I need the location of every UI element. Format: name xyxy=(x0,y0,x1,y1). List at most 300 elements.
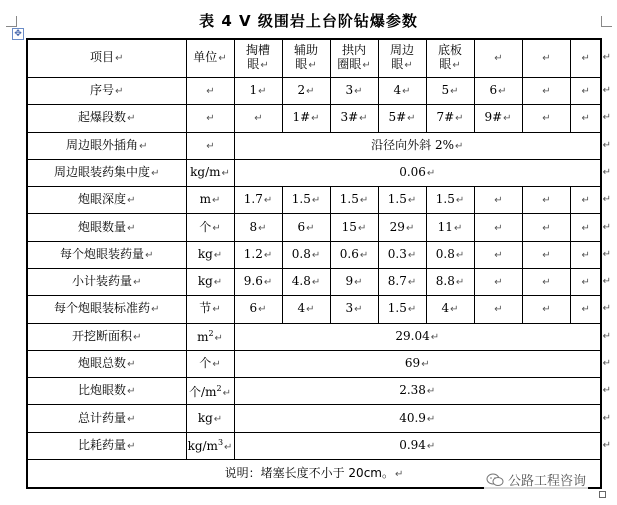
row-end-mark-icon: ↵ xyxy=(602,385,611,397)
row-unit xyxy=(186,132,234,159)
paragraph-mark-icon: ↵ xyxy=(151,304,160,316)
paragraph-mark-icon: ↵ xyxy=(127,359,136,371)
row-unit-text: kg/m xyxy=(187,439,218,454)
table-row xyxy=(27,269,601,296)
paragraph-mark-icon: ↵ xyxy=(212,359,221,371)
value-cell-text: 9# xyxy=(484,110,503,125)
row-unit xyxy=(186,323,234,350)
header-col-line: 掏槽 xyxy=(245,43,270,58)
value-cell xyxy=(282,269,330,296)
table-resize-handle[interactable] xyxy=(599,491,606,498)
paragraph-mark-icon: ↵ xyxy=(306,304,315,316)
value-cell-text: 9.6 xyxy=(243,274,263,289)
empty-cell xyxy=(474,269,522,296)
row-label-text: 开挖断面积 xyxy=(72,328,133,343)
paragraph-mark-icon: ↵ xyxy=(212,195,221,207)
value-cell-text: 6 xyxy=(489,83,498,98)
row-label xyxy=(27,132,186,159)
empty-cell xyxy=(522,296,570,323)
empty-cell xyxy=(522,187,570,214)
value-cell-text: 1.2 xyxy=(243,246,263,261)
paragraph-mark-icon: ↵ xyxy=(213,277,223,289)
row-end-mark-icon: ↵ xyxy=(602,248,611,260)
table-row xyxy=(27,296,601,323)
paragraph-mark-icon: ↵ xyxy=(359,113,368,125)
row-label-text: 起爆段数 xyxy=(78,110,127,125)
empty-cell xyxy=(522,39,570,77)
row-end-mark-icon: ↵ xyxy=(602,330,611,342)
value-cell-text: 0.8 xyxy=(435,246,455,261)
paragraph-mark-icon: ↵ xyxy=(404,60,413,72)
value-cell-text: 4 xyxy=(441,301,450,316)
row-end-mark-icon: ↵ xyxy=(602,139,611,151)
merged-value-text: 0.06 xyxy=(399,164,426,179)
header-col-2 xyxy=(282,39,330,77)
value-cell-text: 6 xyxy=(297,219,306,234)
row-label xyxy=(27,105,186,132)
header-col-1 xyxy=(234,39,282,77)
value-cell-text: 5# xyxy=(388,110,407,125)
row-end-mark-icon: ↵ xyxy=(602,85,611,97)
header-col-line: 眼 xyxy=(295,57,308,72)
value-cell xyxy=(234,187,282,214)
paragraph-mark-icon: ↵ xyxy=(127,440,136,452)
header-col-line: 眼 xyxy=(439,57,452,72)
value-cell xyxy=(474,77,522,104)
row-unit-text: kg xyxy=(197,274,213,289)
paragraph-mark-icon: ↵ xyxy=(581,222,590,234)
row-label-text: 小计装药量 xyxy=(72,274,133,289)
row-end-mark-icon: ↵ xyxy=(602,194,611,206)
paragraph-mark-icon: ↵ xyxy=(213,249,223,261)
row-unit xyxy=(186,405,234,432)
merged-value xyxy=(234,378,611,405)
row-end-mark-icon: ↵ xyxy=(602,439,611,451)
empty-cell xyxy=(522,269,570,296)
margin-corner-right xyxy=(601,16,612,27)
paragraph-mark-icon: ↵ xyxy=(139,140,148,152)
row-label-text: 比耗药量 xyxy=(78,437,127,452)
value-cell xyxy=(330,105,378,132)
row-label-text: 每个炮眼装标准药 xyxy=(54,301,151,316)
merged-value xyxy=(234,405,611,432)
paragraph-mark-icon: ↵ xyxy=(222,387,231,399)
row-unit xyxy=(186,350,234,377)
paragraph-mark-icon: ↵ xyxy=(494,53,503,65)
paragraph-mark-icon: ↵ xyxy=(454,140,464,152)
blasting-parameters-table xyxy=(26,38,611,489)
paragraph-mark-icon: ↵ xyxy=(224,442,233,454)
header-col-5 xyxy=(426,39,474,77)
empty-cell xyxy=(474,214,522,241)
empty-cell xyxy=(522,214,570,241)
value-cell-text: 8 xyxy=(249,219,258,234)
value-cell-text: 4 xyxy=(393,83,402,98)
row-end-mark-icon: ↵ xyxy=(602,276,611,288)
paragraph-mark-icon: ↵ xyxy=(421,359,430,371)
value-cell xyxy=(378,214,426,241)
paragraph-mark-icon: ↵ xyxy=(212,222,221,234)
empty-cell xyxy=(522,77,570,104)
value-cell xyxy=(234,241,282,268)
value-cell-text: 11 xyxy=(437,219,453,234)
merged-value-text: 69 xyxy=(404,356,421,371)
row-label-text: 序号 xyxy=(90,83,115,98)
table-row xyxy=(27,241,601,268)
header-col-4 xyxy=(378,39,426,77)
paragraph-mark-icon: ↵ xyxy=(362,60,371,72)
paragraph-mark-icon: ↵ xyxy=(260,60,269,72)
paragraph-mark-icon: ↵ xyxy=(494,195,503,207)
unit-superscript: 2 xyxy=(216,383,222,393)
row-unit xyxy=(186,105,234,132)
row-end-mark-icon: ↵ xyxy=(602,52,611,64)
value-cell-text: 1.5 xyxy=(387,301,407,316)
value-cell xyxy=(378,269,426,296)
paragraph-mark-icon: ↵ xyxy=(498,86,507,98)
value-cell-text: 8.7 xyxy=(387,274,407,289)
table-move-handle-icon[interactable]: ✥ xyxy=(12,28,24,40)
paragraph-mark-icon: ↵ xyxy=(206,113,215,125)
paragraph-mark-icon: ↵ xyxy=(115,53,124,65)
value-cell xyxy=(378,187,426,214)
note-cell-text: 说明：堵塞长度不小于 20cm。 xyxy=(224,465,394,480)
paragraph-mark-icon: ↵ xyxy=(254,113,263,125)
row-unit-text: m xyxy=(197,330,209,345)
table-row xyxy=(27,378,601,405)
row-unit xyxy=(186,77,234,104)
paragraph-mark-icon: ↵ xyxy=(542,304,551,316)
paragraph-mark-icon: ↵ xyxy=(494,222,503,234)
header-unit xyxy=(186,39,234,77)
header-col-line: 眼 xyxy=(391,57,404,72)
value-cell xyxy=(282,187,330,214)
paragraph-mark-icon: ↵ xyxy=(450,86,459,98)
paragraph-mark-icon: ↵ xyxy=(542,113,551,125)
paragraph-mark-icon: ↵ xyxy=(503,113,512,125)
value-cell-text: 1# xyxy=(292,110,311,125)
header-row xyxy=(27,39,601,77)
value-cell xyxy=(426,296,474,323)
row-label xyxy=(27,432,186,459)
row-label xyxy=(27,323,186,350)
value-cell-text: 1.5 xyxy=(339,192,359,207)
table-row xyxy=(27,323,601,350)
value-cell-text: 2 xyxy=(297,83,306,98)
value-cell xyxy=(234,105,282,132)
unit-superscript: 2 xyxy=(208,329,214,339)
paragraph-mark-icon: ↵ xyxy=(258,86,267,98)
paragraph-mark-icon: ↵ xyxy=(145,249,154,261)
paragraph-mark-icon: ↵ xyxy=(308,60,317,72)
value-cell-text: 1.5 xyxy=(387,192,407,207)
paragraph-mark-icon: ↵ xyxy=(354,277,363,289)
paragraph-mark-icon: ↵ xyxy=(127,222,136,234)
value-cell-text: 1 xyxy=(249,83,258,98)
merged-value-text: 沿径向外斜 2% xyxy=(371,137,454,152)
empty-cell xyxy=(570,296,611,323)
value-cell xyxy=(378,105,426,132)
row-end-mark-icon: ↵ xyxy=(602,358,611,370)
paragraph-mark-icon: ↵ xyxy=(354,304,363,316)
table-row xyxy=(27,77,601,104)
row-label-text: 炮眼数量 xyxy=(78,219,127,234)
empty-cell xyxy=(474,39,522,77)
value-cell-text: 0.8 xyxy=(291,246,311,261)
value-cell-text: 1.7 xyxy=(243,192,263,207)
paragraph-mark-icon: ↵ xyxy=(542,86,551,98)
merged-value xyxy=(234,350,611,377)
value-cell-text: 1.5 xyxy=(435,192,455,207)
value-cell-text: 1.5 xyxy=(291,192,311,207)
paragraph-mark-icon: ↵ xyxy=(359,249,369,261)
paragraph-mark-icon: ↵ xyxy=(581,53,590,65)
paragraph-mark-icon: ↵ xyxy=(581,195,590,207)
empty-cell xyxy=(474,187,522,214)
paragraph-mark-icon: ↵ xyxy=(258,222,267,234)
paragraph-mark-icon: ↵ xyxy=(127,413,136,425)
paragraph-mark-icon: ↵ xyxy=(151,167,160,179)
row-unit xyxy=(186,269,234,296)
paragraph-mark-icon: ↵ xyxy=(455,277,465,289)
paragraph-mark-icon: ↵ xyxy=(218,53,227,65)
value-cell xyxy=(234,214,282,241)
empty-cell xyxy=(570,187,611,214)
paragraph-mark-icon: ↵ xyxy=(494,304,503,316)
row-label xyxy=(27,159,186,186)
watermark xyxy=(484,470,588,489)
value-cell xyxy=(378,77,426,104)
empty-cell xyxy=(570,214,611,241)
paragraph-mark-icon: ↵ xyxy=(542,277,551,289)
value-cell xyxy=(282,296,330,323)
table-row xyxy=(27,132,601,159)
paragraph-mark-icon: ↵ xyxy=(542,249,551,261)
paragraph-mark-icon: ↵ xyxy=(455,249,465,261)
paragraph-mark-icon: ↵ xyxy=(206,140,215,152)
paragraph-mark-icon: ↵ xyxy=(357,222,367,234)
paragraph-mark-icon: ↵ xyxy=(450,304,459,316)
paragraph-mark-icon: ↵ xyxy=(407,195,417,207)
paragraph-mark-icon: ↵ xyxy=(494,277,503,289)
header-col-line: 辅助 xyxy=(293,43,318,58)
table-row xyxy=(27,432,601,459)
header-col-line: 圈眼 xyxy=(337,57,362,72)
value-cell xyxy=(426,105,474,132)
paragraph-mark-icon: ↵ xyxy=(115,86,124,98)
empty-cell xyxy=(570,39,611,77)
row-end-mark-icon: ↵ xyxy=(602,166,611,178)
value-cell-text: 8.8 xyxy=(435,274,455,289)
paragraph-mark-icon: ↵ xyxy=(306,86,315,98)
paragraph-mark-icon: ↵ xyxy=(407,249,417,261)
paragraph-mark-icon: ↵ xyxy=(311,195,321,207)
row-unit-text: 节 xyxy=(199,301,212,316)
value-cell xyxy=(330,269,378,296)
empty-cell xyxy=(522,241,570,268)
paragraph-mark-icon: ↵ xyxy=(581,86,590,98)
value-cell xyxy=(282,77,330,104)
row-unit-text: kg xyxy=(197,246,213,261)
paragraph-mark-icon: ↵ xyxy=(359,195,369,207)
row-unit xyxy=(186,214,234,241)
row-unit xyxy=(186,432,234,459)
merged-value xyxy=(234,132,611,159)
paragraph-mark-icon: ↵ xyxy=(127,195,136,207)
row-unit-text: 个 xyxy=(199,219,212,234)
row-unit-text: m xyxy=(199,192,211,207)
paragraph-mark-icon: ↵ xyxy=(311,113,320,125)
row-unit xyxy=(186,187,234,214)
row-label xyxy=(27,269,186,296)
row-unit-text: kg xyxy=(197,410,213,425)
paragraph-mark-icon: ↵ xyxy=(405,222,415,234)
paragraph-mark-icon: ↵ xyxy=(402,86,411,98)
paragraph-mark-icon: ↵ xyxy=(581,249,590,261)
paragraph-mark-icon: ↵ xyxy=(133,331,142,343)
paragraph-mark-icon: ↵ xyxy=(426,440,436,452)
value-cell-text: 9 xyxy=(345,274,354,289)
row-unit-text: 个/m xyxy=(189,384,217,399)
value-cell xyxy=(378,241,426,268)
value-cell xyxy=(330,187,378,214)
header-col-3 xyxy=(330,39,378,77)
paragraph-mark-icon: ↵ xyxy=(426,167,436,179)
paragraph-mark-icon: ↵ xyxy=(494,249,503,261)
row-label-text: 比炮眼数 xyxy=(78,383,127,398)
row-label-text: 每个炮眼装药量 xyxy=(60,246,145,261)
row-label xyxy=(27,214,186,241)
value-cell xyxy=(330,77,378,104)
empty-cell xyxy=(570,241,611,268)
paragraph-mark-icon: ↵ xyxy=(213,413,223,425)
paragraph-mark-icon: ↵ xyxy=(455,195,465,207)
row-unit xyxy=(186,159,234,186)
row-unit-text: kg/m xyxy=(190,164,221,179)
value-cell-text: 6 xyxy=(249,301,258,316)
merged-value xyxy=(234,323,611,350)
row-label-text: 炮眼总数 xyxy=(78,356,127,371)
header-col-line: 底板 xyxy=(437,43,462,58)
paragraph-mark-icon: ↵ xyxy=(206,86,215,98)
row-end-mark-icon: ↵ xyxy=(602,112,611,124)
merged-value-text: 2.38 xyxy=(399,383,426,398)
paragraph-mark-icon: ↵ xyxy=(127,386,136,398)
paragraph-mark-icon: ↵ xyxy=(407,113,416,125)
value-cell xyxy=(282,105,330,132)
row-end-mark-icon: ↵ xyxy=(602,303,611,315)
paragraph-mark-icon: ↵ xyxy=(263,277,273,289)
value-cell-text: 15 xyxy=(341,219,357,234)
row-end-mark-icon: ↵ xyxy=(602,412,611,424)
row-unit xyxy=(186,241,234,268)
merged-value xyxy=(234,432,611,459)
value-cell xyxy=(474,105,522,132)
value-cell-text: 5 xyxy=(441,83,450,98)
paragraph-mark-icon: ↵ xyxy=(394,468,404,480)
paragraph-mark-icon: ↵ xyxy=(306,222,315,234)
row-unit xyxy=(186,378,234,405)
paragraph-mark-icon: ↵ xyxy=(212,304,221,316)
header-item-text: 项目 xyxy=(90,50,115,65)
empty-cell xyxy=(474,296,522,323)
header-item xyxy=(27,39,186,77)
paragraph-mark-icon: ↵ xyxy=(127,113,136,125)
row-unit xyxy=(186,296,234,323)
margin-corner-left xyxy=(6,16,17,27)
paragraph-mark-icon: ↵ xyxy=(311,249,321,261)
table-row xyxy=(27,214,601,241)
value-cell-text: 29 xyxy=(389,219,405,234)
paragraph-mark-icon: ↵ xyxy=(581,304,590,316)
paragraph-mark-icon: ↵ xyxy=(542,195,551,207)
paragraph-mark-icon: ↵ xyxy=(455,113,464,125)
merged-value-text: 40.9 xyxy=(399,410,426,425)
wechat-icon xyxy=(486,473,504,487)
merged-value-text: 29.04 xyxy=(395,328,430,343)
table-row xyxy=(27,105,601,132)
table-row xyxy=(27,159,601,186)
value-cell-text: 0.6 xyxy=(339,246,359,261)
value-cell-text: 3 xyxy=(345,301,354,316)
paragraph-mark-icon: ↵ xyxy=(426,413,436,425)
paragraph-mark-icon: ↵ xyxy=(407,304,417,316)
value-cell xyxy=(378,296,426,323)
row-label-text: 总计药量 xyxy=(78,410,127,425)
value-cell-text: 4 xyxy=(297,301,306,316)
row-end-mark-icon: ↵ xyxy=(602,221,611,233)
empty-cell xyxy=(570,77,611,104)
table-title: 表 4 V 级围岩上台阶钻爆参数 xyxy=(199,12,418,30)
header-col-line: 周边 xyxy=(389,43,414,58)
row-unit-text: 个 xyxy=(199,356,212,371)
merged-value xyxy=(234,159,611,186)
row-label xyxy=(27,405,186,432)
paragraph-mark-icon: ↵ xyxy=(542,53,551,65)
value-cell xyxy=(330,214,378,241)
paragraph-mark-icon: ↵ xyxy=(263,195,273,207)
header-col-line: 眼 xyxy=(247,57,260,72)
paragraph-mark-icon: ↵ xyxy=(263,249,273,261)
empty-cell xyxy=(474,241,522,268)
value-cell xyxy=(426,214,474,241)
paragraph-mark-icon: ↵ xyxy=(407,277,417,289)
unit-superscript: 3 xyxy=(217,438,224,448)
value-cell-text: 0.3 xyxy=(387,246,407,261)
table-row xyxy=(27,350,601,377)
paragraph-mark-icon: ↵ xyxy=(426,386,436,398)
header-col-line: 拱内 xyxy=(341,43,366,58)
paragraph-mark-icon: ↵ xyxy=(542,222,551,234)
row-label xyxy=(27,187,186,214)
paragraph-mark-icon: ↵ xyxy=(581,277,590,289)
value-cell xyxy=(330,296,378,323)
header-unit-text: 单位 xyxy=(193,50,218,65)
row-label-text: 周边眼外插角 xyxy=(66,137,139,152)
value-cell xyxy=(234,296,282,323)
paragraph-mark-icon: ↵ xyxy=(258,304,267,316)
value-cell xyxy=(426,187,474,214)
row-label xyxy=(27,296,186,323)
empty-cell xyxy=(570,269,611,296)
row-label xyxy=(27,241,186,268)
row-label-text: 周边眼装药集中度 xyxy=(54,164,151,179)
paragraph-mark-icon: ↵ xyxy=(452,60,461,72)
value-cell xyxy=(234,269,282,296)
row-label-text: 炮眼深度 xyxy=(78,192,127,207)
value-cell xyxy=(282,214,330,241)
value-cell-text: 7# xyxy=(436,110,455,125)
